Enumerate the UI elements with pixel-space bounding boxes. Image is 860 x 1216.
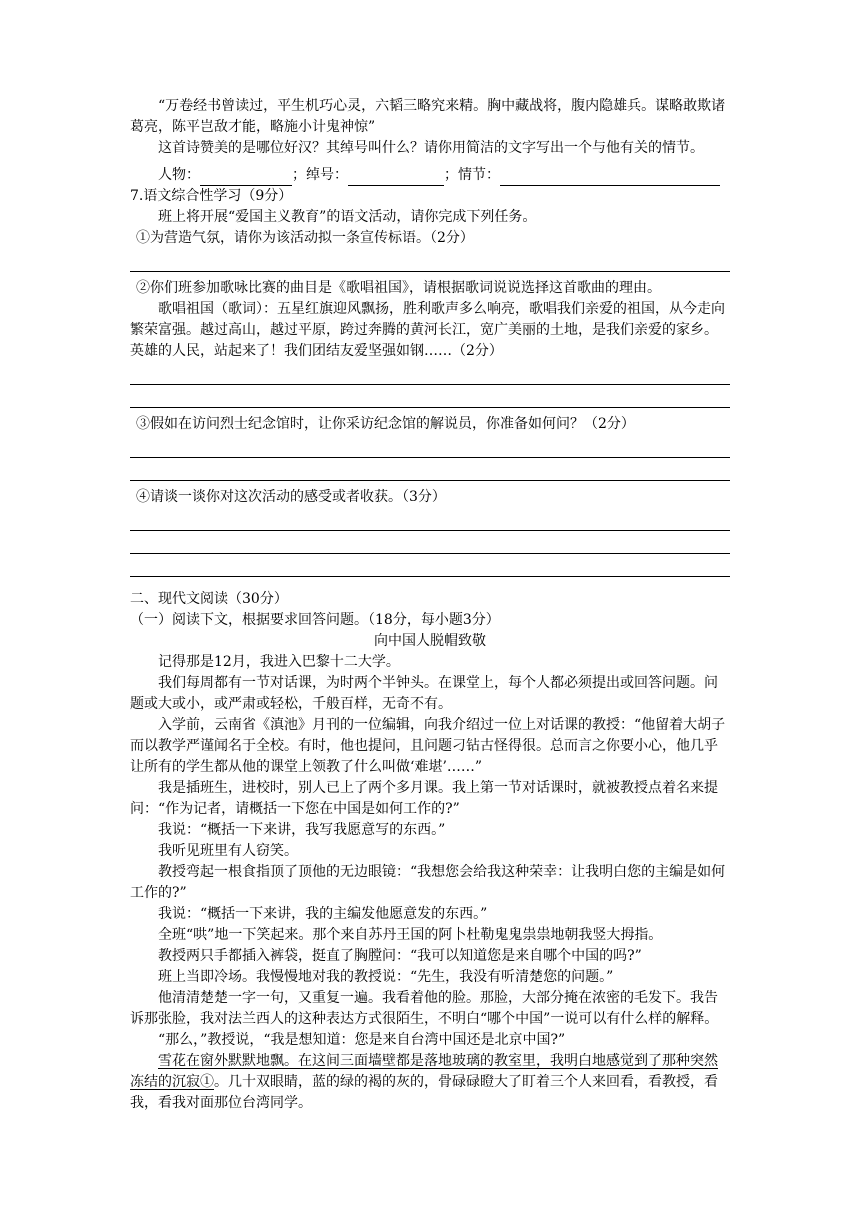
answer-line[interactable] [130,554,730,577]
person-blank[interactable] [200,169,292,186]
article-last-paragraph [130,1051,730,1114]
q7-title: 7.语文综合性学习（9分） [130,188,293,204]
poem-answer-row [130,165,730,186]
section2-subtitle: （一）阅读下文，根据要求回答问题。（18分，每小题3分） [130,612,500,628]
nickname-blank[interactable] [348,169,444,186]
article-paragraph: 教授两只手都插入裤袋，挺直了胸膛问：“我可以知道您是来自哪个中国的吗?” [158,948,642,964]
article-paragraph: 全班“哄”地一下笑起来。那个来自苏丹王国的阿卜杜勒鬼鬼祟祟地朝我竖大拇指。 [158,927,663,943]
article-paragraph: “那么，”教授说，“我是想知道：您是来自台湾中国还是北京中国?” [158,1032,566,1048]
answer-line[interactable] [130,458,730,481]
article-paragraph: 我说：“概括一下来讲，我写我愿意写的东西。” [158,822,446,838]
plot-label: ；情节： [444,167,500,183]
article-paragraph: 我是插班生，进校时，别人已上了两个多月课。我上第一节对话课时，就被教授点着名来提问：“作为记者，请概括一下您在中国是如何工作的?” [130,780,718,817]
q7-task3: ③假如在访问烈士纪念馆时，让你采访纪念馆的解说员，你准备如何问？（2分） [136,416,635,432]
article-title: 向中国人脱帽致敬 [374,633,486,649]
underlined-sentence: 雪花在窗外默默地飘。在这间三面墙壁都是落地玻璃的教室里，我明白地感觉到了那种突然冻结的沉寂① [130,1053,718,1090]
answer-line[interactable] [130,531,730,554]
q7-intro: 班上将开展“爱国主义教育”的语文活动，请你完成下列任务。 [158,209,537,225]
article-paragraph: 教授弯起一根食指顶了顶他的无边眼镜：“我想您会给我这种荣幸：让我明白您的主编是如何工作的?” [130,864,726,901]
q7-task1: ①为营造气氛，请你为该活动拟一条宣传标语。（2分） [136,230,474,246]
answer-line[interactable] [130,508,730,531]
q7-task2: ②你们班参加歌咏比赛的曲目是《歌唱祖国》，请根据歌词说说选择这首歌曲的理由。 [136,280,661,296]
plot-blank[interactable] [500,169,720,186]
last-paragraph-rest: 。几十双眼睛，蓝的绿的褐的灰的，骨碌碌瞪大了盯着三个人来回看，看教授，看我，看我对面那位台湾同学。 [130,1074,718,1111]
article-paragraph: 我们每周都有一节对话课，为时两个半钟头。在课堂上，每个人都必须提出或回答问题。问题或大或小，或严肃或轻松，千般百样，无奇不有。 [130,675,718,712]
section2-title: 二、现代文阅读（30分） [130,591,288,607]
article-paragraph: 他清清楚楚一字一句，又重复一遍。我看着他的脸。那脸，大部分掩在浓密的毛发下。我告诉那张脸，我对法兰西人的这种表达方式很陌生，不明白“哪个中国”一说可以有什么样的解释。 [130,990,719,1027]
article-paragraph: 我听见班里有人窃笑。 [158,843,298,859]
answer-line[interactable] [130,435,730,458]
q7-lyrics: 歌唱祖国（歌词）：五星红旗迎风飘扬，胜利歌声多么响亮，歌唱我们亲爱的祖国，从今走向繁荣富强。越过高山，越过平原，跨过奔腾的黄河长江，宽广美丽的土地，是我们亲爱的家乡。英雄的人民，站起来了！我们团结友爱坚强如钢……（2分） [130,301,725,359]
article-paragraph: 班上当即冷场。我慢慢地对我的教授说：“先生，我没有听清楚您的问题。” [158,969,614,985]
person-label: 人物： [158,167,200,183]
q7-task4: ④请谈一谈你对这次活动的感受或者收获。（3分） [136,489,446,505]
article-paragraph: 入学前，云南省《滇池》月刊的一位编辑，向我介绍过一位上对话课的教授：“他留着大胡子而以教学严谨闻名于全校。有时，他也提问，且问题刁钻古怪得很。总而言之你要小心，他几乎让所有的学生都从他的课堂上领教了什么叫做‘难堪’……” [130,717,726,775]
poem-text: “万卷经书曾读过，平生机巧心灵，六韬三略究来精。胸中藏战将，腹内隐雄兵。谋略敢欺诸葛亮，陈平岂敌才能，略施小计鬼神惊” [130,98,726,135]
poem-question: 这首诗赞美的是哪位好汉？其绰号叫什么？请你用简洁的文字写出一个与他有关的情节。 [158,140,704,156]
answer-line[interactable] [130,362,730,385]
answer-line[interactable] [130,385,730,408]
article-paragraph: 记得那是12月，我进入巴黎十二大学。 [158,654,400,670]
answer-line[interactable] [130,249,730,272]
article-paragraph: 我说：“概括一下来讲，我的主编发他愿意发的东西。” [158,906,488,922]
exam-page [130,96,730,1114]
nickname-label: ；绰号： [292,167,348,183]
